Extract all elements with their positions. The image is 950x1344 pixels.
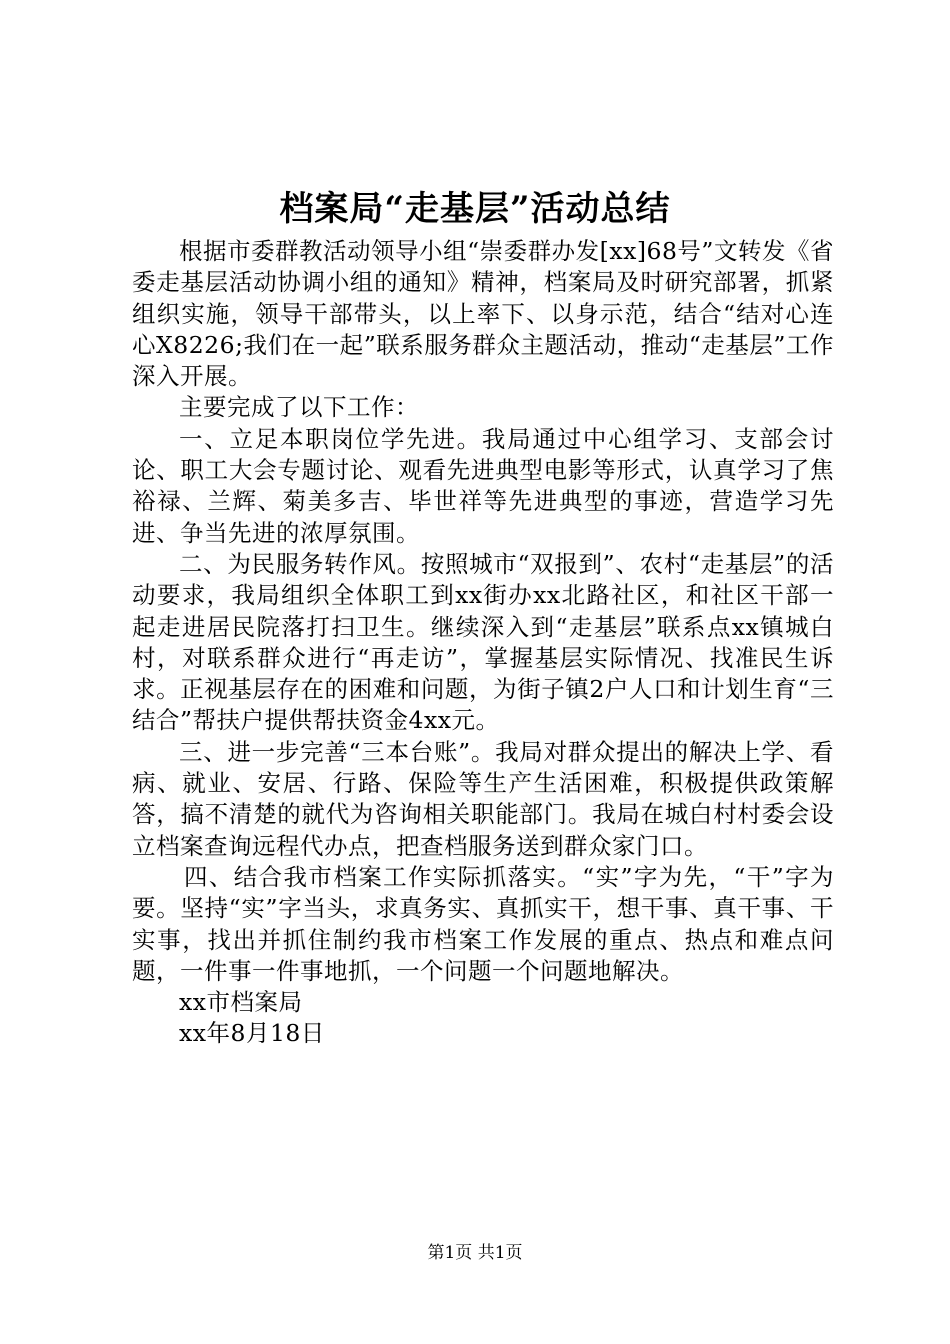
section-3-paragraph: 三、进一步完善“三本台账”。我局对群众提出的解决上学、看病、就业、安居、行路、保险等生产生活困难，积极提供政策解答，搞不清楚的就代为咨询相关职能部门。我局在城白村村委会设立档案查询远程代办点，把查档服务送到群众家门口。 [132, 737, 834, 860]
signature-org: xx市档案局 [179, 988, 303, 1017]
work-summary-heading: 主要完成了以下工作： [179, 393, 419, 422]
signature-date: xx年8月18日 [179, 1019, 325, 1048]
document-body [132, 236, 834, 1050]
section-1-paragraph: 一、立足本职岗位学先进。我局通过中心组学习、支部会讨论、职工大会专题讨论、观看先进典型电影等形式，认真学习了焦裕禄、兰辉、菊美多吉、毕世祥等先进典型的事迹，营造学习先进、争当先进的浓厚氛围。 [132, 424, 834, 547]
intro-paragraph: 根据市委群教活动领导小组“崇委群办发[xx]68号”文转发《省委走基层活动协调小组的通知》精神，档案局及时研究部署，抓紧组织实施，领导干部带头，以上率下、以身示范，结合“结对心连心X8226;我们在一起”联系服务群众主题活动，推动“走基层”工作深入开展。 [132, 237, 834, 391]
section-4-paragraph: 四、结合我市档案工作实际抓落实。“实”字为先，“干”字为要。坚持“实”字当头，求真务实、真抓实干，想干事、真干事、干实事，找出并抓住制约我市档案工作发展的重点、热点和难点问题，一件事一件事地抓，一个问题一个问题地解决。 [132, 862, 834, 985]
page-footer: 第1页 共1页 [427, 1243, 523, 1263]
section-2-paragraph: 二、为民服务转作风。按照城市“双报到”、农村“走基层”的活动要求，我局组织全体职工到xx街办xx北路社区，和社区干部一起走进居民院落打扫卫生。继续深入到“走基层”联系点xx镇城白村，对联系群众进行“再走访”，掌握基层实际情况、找准民生诉求。正视基层存在的困难和问题，为街子镇2户人口和计划生育“三结合”帮扶户提供帮扶资金4xx元。 [132, 549, 834, 735]
document-title: 档案局“走基层”活动总结 [279, 189, 671, 229]
